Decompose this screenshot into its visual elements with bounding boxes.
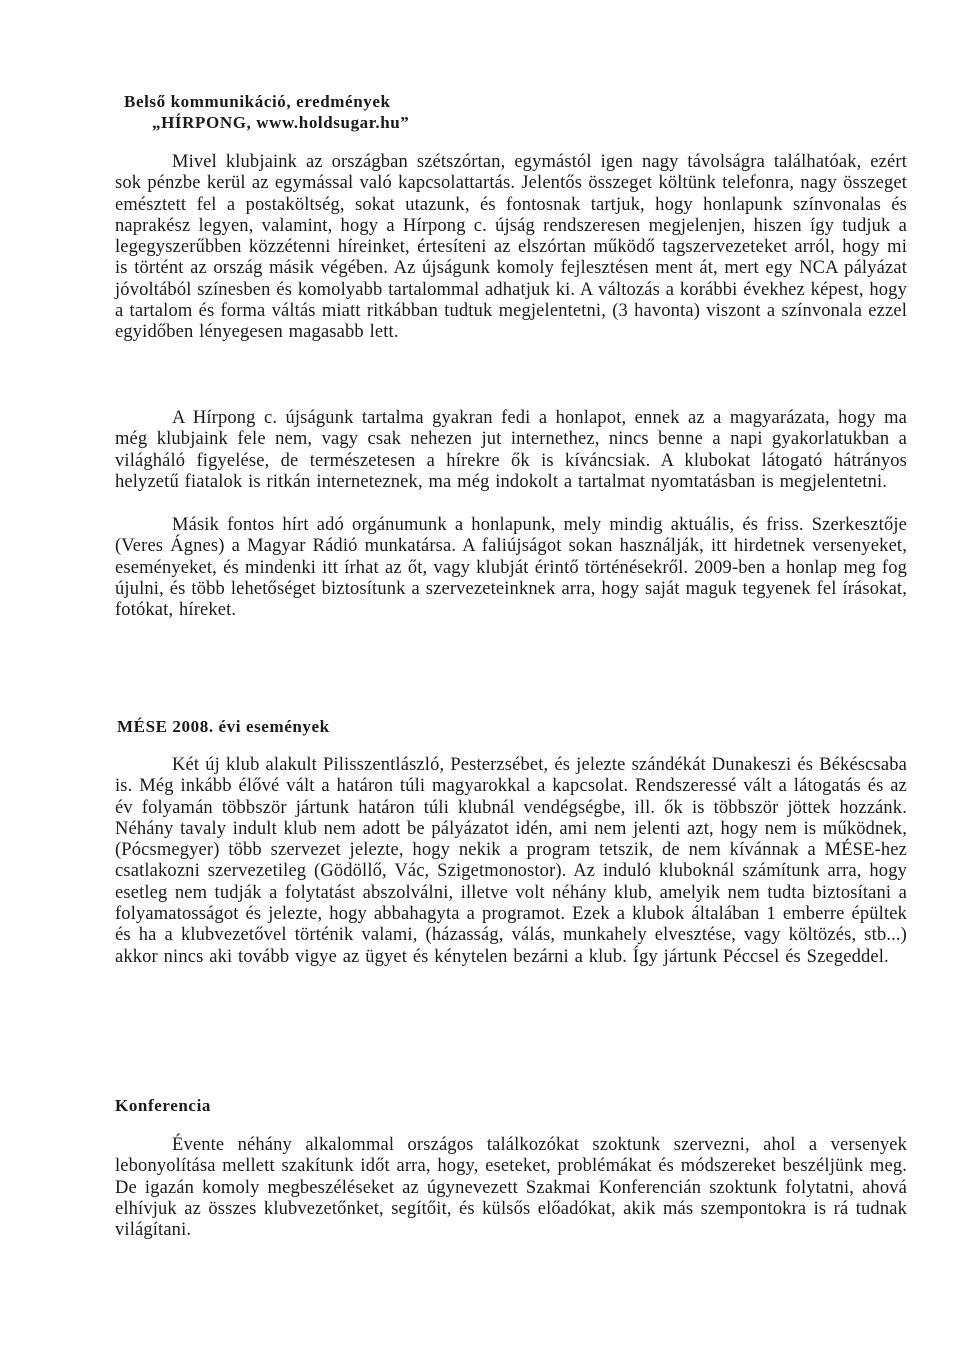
section-title-konferencia: Konferencia (115, 1096, 211, 1115)
paragraph-hirpong-1: Mivel klubjaink az országban szétszórtan, egymástól igen nagy távolságra találhatóak, ezért sok pénzbe kerül az egymással való kapcsolattartás. Jelentős összeget költünk telefonra, nagy összeget emésztett fel a postaköltség, sokat utazunk, és fontosnak tartjuk, hogy honlapunk színvonalas és naprakész legyen, valamint, hogy a Hírpong c. újság rendszeresen megjelenjen, hiszen így tudjuk a legegyszerűbben közzétenni híreinket, értesíteni az elszórtan működő tagszervezeteket arról, hogy mi is történt az ország másik végében. Az újságunk komoly fejlesztésen ment át, mert egy NCA pályázat jóvoltából színesben és komolyabb tartalommal adhatjuk ki. A változás a korábbi évekhez képest, hogy a tartalom és forma váltás miatt ritkábban tudtuk megjelentetni, (3 havonta) viszont a színvonala ezzel egyidőben lényegesen magasabb lett. (115, 152, 907, 343)
section-title-mese: MÉSE 2008. évi események (117, 717, 330, 736)
paragraph-mese-1: Két új klub alakult Pilisszentlászló, Pesterzsébet, és jelezte szándékát Dunakeszi és Békéscsaba is. Még inkább élővé vált a határon túli magyarokkal a kapcsolat. Rendszeressé vált a látogatás és az év folyamán többször jártunk határon túli klubnál vendégségbe, ill. ők is többször jöttek hozzánk. Néhány tavaly indult klub nem adott be pályázatot idén, ami nem jelenti azt, hogy nem is működnek, (Pócsmegyer) több szervezet jelezte, hogy nekik a program tetszik, de nem kívánnak a MÉSE-hez csatlakozni szervezetileg (Gödöllő, Vác, Szigetmonostor). Az induló kluboknál számítunk arra, hogy esetleg nem tudják a folytatást abszolválni, illetve volt néhány klub, amelyik nem tudta biztosítani a folyamatosságot és jelezte, hogy abbahagyta a programot. Ezek a klubok általában 1 emberre épültek és ha a klubvezetővel történik valami, (házasság, válás, munkahely elvesztése, vagy költözés, stb...) akkor nincs aki tovább vigye az ügyet és kénytelen bezárni a klub. Így jártunk Péccsel és Szegeddel. (115, 755, 907, 967)
paragraph-hirpong-3: Másik fontos hírt adó orgánumunk a honlapunk, mely mindig aktuális, és friss. Szerkesztője (Veres Ágnes) a Magyar Rádió munkatársa. A faliújságot sokan használják, itt hirdetnek versenyeket, eseményeket, és mindenki itt írhat az őt, vagy klubját érintő történésekről. 2009-ben a honlap meg fog újulni, és több lehetőséget biztosítunk a szervezeteinknek arra, hogy saját maguk tegyenek fel írásokat, fotókat, híreket. (115, 515, 907, 621)
section-title-hirpong-line1: Belső kommunikáció, eredmények (124, 92, 391, 111)
paragraph-konferencia-1: Évente néhány alkalommal országos találkozókat szoktunk szervezni, ahol a versenyek lebonyolítása mellett szakítunk időt arra, hogy, eseteket, problémákat és módszereket beszéljünk meg. De igazán komoly megbeszéléseket az úgynevezett Szakmai Konferencián szoktunk folytatni, ahová elhívjuk az összes klubvezetőnket, segítőit, és külsős előadókat, akik más szempontokra is rá tudnak világítani. (115, 1135, 907, 1241)
section-title-hirpong-line2: „HÍRPONG, www.holdsugar.hu” (152, 113, 410, 132)
paragraph-hirpong-2: A Hírpong c. újságunk tartalma gyakran fedi a honlapot, ennek az a magyarázata, hogy ma még klubjaink fele nem, vagy csak nehezen jut internethez, nincs benne a napi gyakorlatukban a világháló figyelése, de természetesen a hírekre ők is kíváncsiak. A klubokat látogató hátrányos helyzetű fiatalok is ritkán interneteznek, ma még indokolt a tartalmat nyomtatásban is megjelentetni. (115, 408, 907, 492)
